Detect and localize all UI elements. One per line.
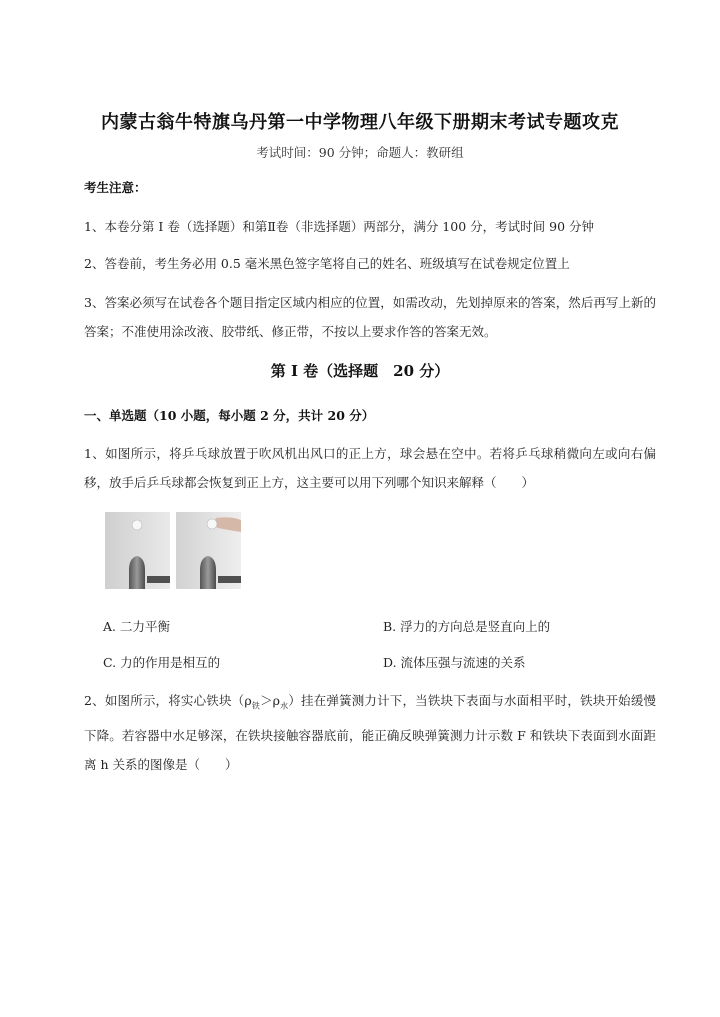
question-2-text — [84, 686, 656, 779]
notice-item-1: 1、本卷分第 I 卷（选择题）和第Ⅱ卷（非选择题）两部分，满分 100 分，考试时间 90 分钟 — [84, 219, 594, 234]
exam-title: 内蒙古翁牛特旗乌丹第一中学物理八年级下册期末考试专题攻克 — [101, 112, 619, 133]
part-heading: 一、单选题（10 小题，每小题 2 分，共计 20 分） — [84, 408, 375, 423]
question-1-figure-right — [176, 512, 241, 589]
rho-iron-subscript: 铁 — [251, 701, 261, 711]
question-1-option-c[interactable]: C. 力的作用是相互的 — [103, 655, 221, 670]
question-2-text-mid: ＞ρ — [260, 693, 280, 708]
rho-water-subscript: 水 — [279, 701, 289, 711]
notice-heading: 考生注意： — [84, 180, 147, 195]
notice-item-2: 2、答卷前，考生务必用 0.5 毫米黑色签字笔将自己的姓名、班级填写在试卷规定位置上 — [84, 256, 570, 271]
question-1-option-d[interactable]: D. 流体压强与流速的关系 — [383, 655, 526, 670]
notice-item-3: 3、答案必须写在试卷各个题目指定区域内相应的位置，如需改动，先划掉原来的答案，然后再写上新的答案；不准使用涂改液、胶带纸、修正带，不按以上要求作答的答案无效。 — [84, 295, 656, 339]
question-2-text-start: 2、如图所示，将实心铁块（ρ — [84, 693, 252, 708]
question-2-text-end: ）挂在弹簧测力计下，当铁块下表面与水面相平时，铁块开始缓慢下降。若容器中水足够深，在铁块接触容器底前，能正确反映弹簧测力计示数 F 和铁块下表面到水面距离 h 关系的图像是（ ） — [84, 693, 657, 772]
question-1-option-b[interactable]: B. 浮力的方向总是竖直向上的 — [383, 619, 551, 634]
question-1-figure-left — [105, 512, 170, 589]
question-1-text: 1、如图所示，将乒乓球放置于吹风机出风口的正上方，球会悬在空中。若将乒乓球稍微向左或向右偏移，放手后乒乓球都会恢复到正上方，这主要可以用下列哪个知识来解释（ ） — [84, 446, 656, 490]
question-1-option-a[interactable]: A. 二力平衡 — [103, 619, 170, 634]
exam-subtitle: 考试时间：90 分钟；命题人：教研组 — [256, 145, 464, 160]
section-title: 第 I 卷（选择题 20 分） — [270, 362, 450, 380]
